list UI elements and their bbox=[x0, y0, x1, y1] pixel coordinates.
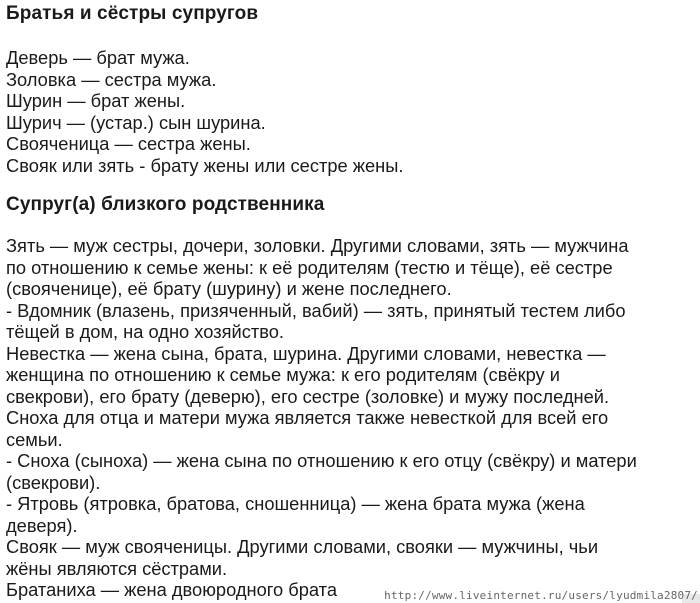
text-line: Шурин — брат жены. bbox=[6, 90, 186, 111]
text-line: - Вдомник (влазень, призяченный, вабий) — зять, принятый тестем либо bbox=[6, 299, 626, 321]
text-line: Свояк или зять - брату жены или сестре жены. bbox=[6, 154, 404, 176]
text-line: (свекрови). bbox=[6, 471, 101, 493]
text-line: Деверь — брат мужа. bbox=[6, 47, 190, 68]
text-line: Свояк — муж свояченицы. Другими словами, свояки — мужчины, чьи bbox=[6, 536, 599, 557]
text-line: - Ятровь (ятровка, братова, сношенница) — жена брата мужа (жена bbox=[6, 493, 585, 514]
text-line: - Сноха (сыноха) — жена сына по отношению к его отцу (свёкру) и матери bbox=[6, 450, 637, 471]
text-line: Братаниха — жена двоюродного брата bbox=[6, 579, 338, 600]
watermark-url: http://www.liveinternet.ru/users/lyudmila2807/ bbox=[384, 589, 698, 602]
section-body-spouse-siblings bbox=[6, 47, 696, 176]
text-line: Шурич — (устар.) сын шурина. bbox=[6, 111, 266, 133]
document-page bbox=[6, 2, 696, 601]
text-line: Золовка — сестра мужа. bbox=[6, 68, 217, 90]
section-heading-spouse-siblings: Братья и сёстры супругов bbox=[6, 3, 259, 24]
text-line: семьи. bbox=[6, 428, 63, 450]
text-line: тёщей в дом, на одно хозяйство. bbox=[6, 321, 284, 342]
text-line: жёны являются сёстрами. bbox=[6, 557, 228, 579]
text-line: женщина по отношению к семье мужа: к его родителям (свёкру и bbox=[6, 364, 560, 385]
text-line: Свояченица — сестра жены. bbox=[6, 133, 251, 154]
text-line: свекрови), его брату (деверю), его сестре (золовке) и мужу последней. bbox=[6, 385, 610, 407]
section-body-relative-spouse bbox=[6, 235, 696, 601]
text-line: Зять — муж сестры, дочери, золовки. Другими словами, зять — мужчина bbox=[6, 235, 629, 256]
section-heading-relative-spouse: Супруг(а) близкого родственника bbox=[6, 194, 325, 215]
text-line: (свояченице), её брату (шурину) и жене последнего. bbox=[6, 278, 452, 299]
text-line: Сноха для отца и матери мужа является также невесткой для всей его bbox=[6, 407, 609, 428]
text-line: деверя). bbox=[6, 514, 78, 536]
text-line: по отношению к семье жены: к её родителям (тестю и тёще), её сестре bbox=[6, 256, 613, 278]
text-line: Невестка — жена сына, брата, шурина. Другими словами, невестка — bbox=[6, 342, 606, 364]
